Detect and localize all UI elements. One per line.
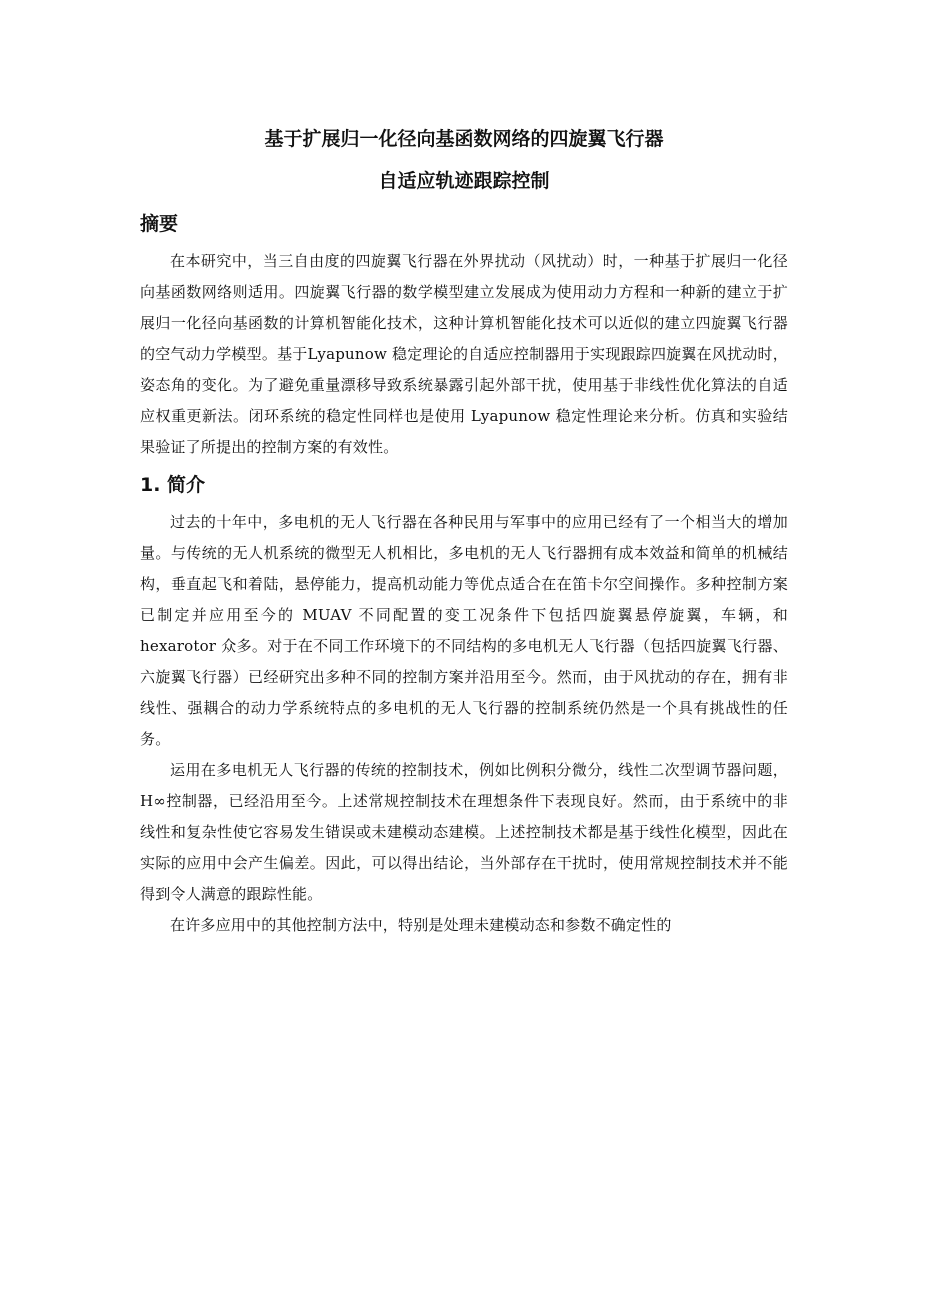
introduction-paragraph-2: 运用在多电机无人飞行器的传统的控制技术，例如比例积分微分，线性二次型调节器问题，H∞控制器，已经沿用至今。上述常规控制技术在理想条件下表现良好。然而，由于系统中的非线性和复杂性使它容易发生错误或未建模动态建模。上述控制技术都是基于线性化模型，因此在实际的应用中会产生偏差。因此，可以得出结论，当外部存在干扰时，使用常规控制技术并不能得到令人满意的跟踪性能。 xyxy=(140,761,788,903)
title-line-2: 自适应轨迹跟踪控制 xyxy=(378,170,550,192)
abstract-paragraph: 在本研究中，当三自由度的四旋翼飞行器在外界扰动（风扰动）时，一种基于扩展归一化径向基函数网络则适用。四旋翼飞行器的数学模型建立发展成为使用动力方程和一种新的建立于扩展归一化径向基函数的计算机智能化技术，这种计算机智能化技术可以近似的建立四旋翼飞行器的空气动力学模型。基于Lyapunow 稳定理论的自适应控制器用于实现跟踪四旋翼在风扰动时，姿态角的变化。为了避免重量漂移导致系统暴露引起外部干扰，使用基于非线性优化算法的自适应权重更新法。闭环系统的稳定性同样也是使用 Lyapunow 稳定性理论来分析。仿真和实验结果验证了所提出的控制方案的有效性。 xyxy=(140,252,788,456)
document-page xyxy=(140,118,788,941)
paper-title xyxy=(140,118,788,202)
abstract-heading: 摘要 xyxy=(140,213,179,235)
introduction-paragraph-1: 过去的十年中，多电机的无人飞行器在各种民用与军事中的应用已经有了一个相当大的增加量。与传统的无人机系统的微型无人机相比，多电机的无人飞行器拥有成本效益和简单的机械结构，垂直起飞和着陆，悬停能力，提高机动能力等优点适合在在笛卡尔空间操作。多种控制方案已制定并应用至今的 MUAV 不同配置的变工况条件下包括四旋翼悬停旋翼，车辆，和 hexarotor 众多。对于在不同工作环境下的不同结构的多电机无人飞行器（包括四旋翼飞行器、六旋翼飞行器）已经研究出多种不同的控制方案并沿用至今。然而，由于风扰动的存在，拥有非线性、强耦合的动力学系统特点的多电机的无人飞行器的控制系统仍然是一个具有挑战性的任务。 xyxy=(140,513,788,748)
title-line-1: 基于扩展归一化径向基函数网络的四旋翼飞行器 xyxy=(264,128,664,150)
introduction-heading: 1. 简介 xyxy=(140,474,206,496)
introduction-paragraph-3: 在许多应用中的其他控制方法中，特别是处理未建模动态和参数不确定性的 xyxy=(170,916,672,934)
